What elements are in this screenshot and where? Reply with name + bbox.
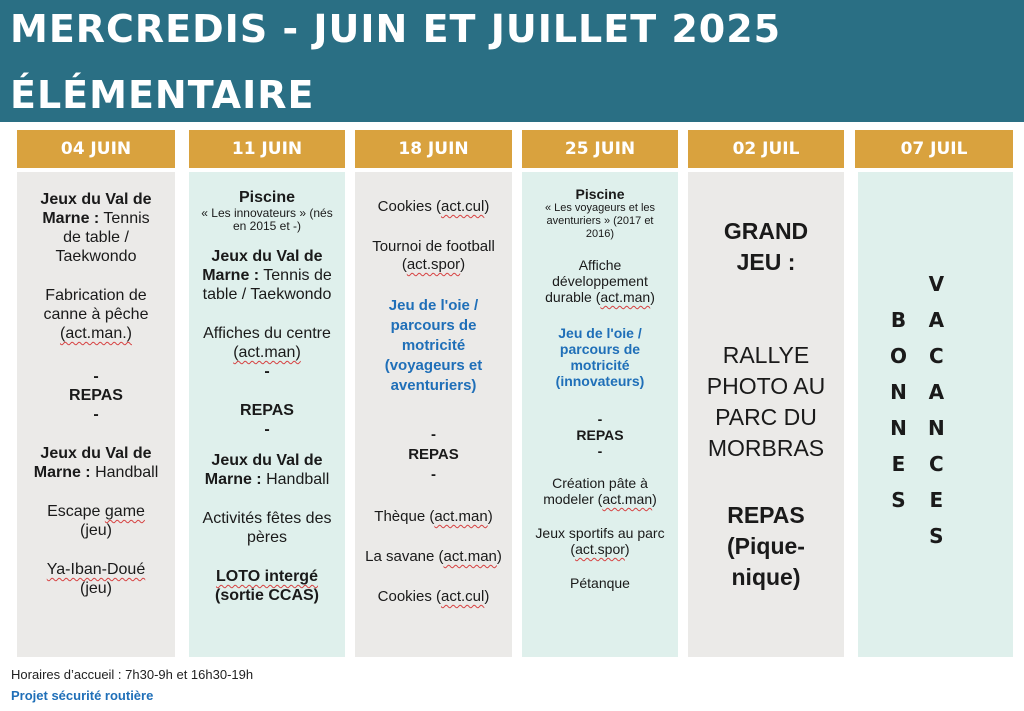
- text-run: act.cul: [441, 588, 485, 605]
- vacances-word-1: [890, 308, 907, 524]
- text-run: RALLYE PHOTO AU PARC DU MORBRAS: [706, 342, 826, 461]
- activity-item: [33, 560, 159, 598]
- text-run: (jeu): [79, 580, 112, 597]
- text-run: Cookies (: [377, 198, 441, 215]
- activity-item: [702, 500, 830, 593]
- vacances-letter: S: [891, 488, 906, 512]
- text-run: La savane (: [365, 548, 444, 565]
- text-run: (act.man.): [59, 325, 132, 342]
- text-run: Escape: [47, 503, 105, 520]
- text-run: Jeu de l'oie / parcours de motricité (voyageurs et aventuriers): [384, 297, 483, 394]
- day-header-6: 07 JUIL: [855, 130, 1013, 168]
- page-title: MERCREDIS - JUIN ET JUILLET 2025: [10, 7, 782, 51]
- text-run: Handball: [90, 464, 159, 481]
- text-run: (sortie CCAS): [214, 587, 319, 604]
- activity-item: [33, 286, 159, 343]
- activity-item: [33, 444, 159, 482]
- day-header-3: 18 JUIN: [355, 130, 512, 168]
- text-run: Jeux du Val de Marne :: [33, 445, 152, 481]
- activity-item: [534, 443, 666, 459]
- text-run: Handball: [261, 471, 330, 488]
- text-run: Tennis de table / Taekwondo: [55, 210, 150, 265]
- vacances-letter: S: [929, 524, 944, 548]
- activity-item: [201, 207, 333, 233]
- activity-item: [365, 296, 502, 396]
- text-run: REPAS: [576, 427, 624, 443]
- day-column-2: [189, 172, 345, 657]
- activity-item: [201, 324, 333, 362]
- activity-item: [702, 216, 830, 278]
- activity-item: [33, 502, 159, 540]
- text-run: ): [484, 588, 490, 605]
- text-run: Création pâte à modeler (: [543, 475, 648, 507]
- text-run: « Les voyageurs et les aventuriers » (2017 et 2016): [544, 202, 656, 240]
- text-run: act.man: [600, 289, 651, 305]
- activity-item: [534, 202, 666, 241]
- activity-item: [534, 525, 666, 557]
- text-run: Pétanque: [570, 575, 630, 591]
- text-run: Affiche développement durable (: [545, 257, 648, 305]
- activity-item: [201, 362, 333, 381]
- text-run: -: [264, 421, 270, 438]
- text-run: act.cul: [441, 198, 485, 215]
- text-run: GRAND JEU :: [723, 218, 809, 275]
- text-run: act.man: [434, 508, 488, 525]
- text-run: LOTO intergé: [216, 568, 318, 585]
- day-column-6: [858, 172, 1013, 657]
- activity-item: [365, 238, 502, 274]
- text-run: -: [93, 406, 99, 423]
- activity-item: [201, 188, 333, 207]
- day-header-1: 04 JUIN: [17, 130, 175, 168]
- vacances-letter: N: [890, 380, 907, 404]
- text-run: Jeux sportifs au parc (: [535, 525, 665, 557]
- vacances-letter: V: [928, 272, 945, 296]
- activity-item: [201, 401, 333, 420]
- text-run: Thèque (: [374, 508, 435, 525]
- text-run: -: [597, 411, 603, 427]
- text-run: ): [460, 256, 466, 273]
- text-run: REPAS: [69, 387, 123, 404]
- activity-item: [201, 247, 333, 304]
- vacances-letter: E: [891, 452, 906, 476]
- text-run: « Les innovateurs » (nés en 2015 et -): [201, 206, 333, 233]
- activity-item: [201, 451, 333, 489]
- day-column-1: [17, 172, 175, 657]
- vacances-word-2: [928, 272, 945, 560]
- activity-item: [702, 340, 830, 464]
- text-run: ): [484, 198, 490, 215]
- vacances-letter: C: [929, 344, 944, 368]
- activity-item: [534, 475, 666, 507]
- text-run: game: [104, 503, 145, 520]
- day-column-4: [522, 172, 678, 657]
- text-run: -: [597, 443, 603, 459]
- day-column-3: [355, 172, 512, 657]
- activity-item: [534, 186, 666, 202]
- text-run: act.spor: [406, 256, 461, 273]
- text-run: -: [431, 426, 436, 443]
- activity-item: [534, 411, 666, 427]
- activity-item: [365, 198, 502, 216]
- vacances-letter: A: [928, 380, 945, 404]
- text-run: (act.man): [233, 344, 301, 361]
- footer-hours: Horaires d’accueil : 7h30-9h et 16h30-19h: [11, 667, 254, 682]
- text-run: act.spor: [575, 541, 625, 557]
- footer-project-link[interactable]: Projet sécurité routière: [11, 688, 154, 703]
- text-run: Jeux du Val de Marne :: [40, 191, 152, 227]
- text-run: (jeu): [79, 522, 112, 539]
- text-run: ): [650, 289, 655, 305]
- activity-item: [365, 588, 502, 606]
- header-banner: [0, 0, 1024, 122]
- vacances-letter: B: [890, 308, 907, 332]
- activity-item: [33, 386, 159, 405]
- day-header-5: 02 JUIL: [688, 130, 844, 168]
- activity-item: [33, 190, 159, 266]
- day-header-2: 11 JUIN: [189, 130, 345, 168]
- text-run: ): [652, 491, 657, 507]
- activity-item: [365, 446, 502, 464]
- day-column-5: [688, 172, 844, 657]
- text-run: Activités fêtes des pères: [202, 510, 332, 546]
- vacances-letter: E: [929, 488, 944, 512]
- text-run: ): [624, 541, 630, 557]
- text-run: Tournoi de football (: [372, 238, 495, 273]
- text-run: -: [264, 363, 270, 380]
- text-run: -: [93, 368, 99, 385]
- activity-item: [201, 567, 333, 605]
- vacances-letter: N: [890, 416, 907, 440]
- activity-item: [201, 509, 333, 547]
- text-run: Piscine: [238, 189, 296, 206]
- page-subtitle: ÉLÉMENTAIRE: [10, 73, 315, 117]
- text-run: -: [431, 466, 436, 483]
- text-run: Cookies (: [377, 588, 441, 605]
- activity-item: [534, 575, 666, 591]
- activity-item: [365, 508, 502, 526]
- text-run: Jeux du Val de Marne :: [204, 452, 323, 488]
- activity-item: [33, 405, 159, 424]
- text-run: act.man: [602, 491, 653, 507]
- activity-item: [33, 367, 159, 386]
- vacances-letter: A: [928, 308, 945, 332]
- activity-item: [534, 257, 666, 305]
- text-run: Affiches du centre: [203, 325, 331, 342]
- text-run: REPAS (Pique-nique): [727, 502, 805, 590]
- text-run: Fabrication de canne à pêche: [43, 287, 149, 323]
- activity-item: [534, 427, 666, 443]
- activity-item: [534, 325, 666, 389]
- activity-item: [365, 548, 502, 566]
- text-run: Jeux du Val de Marne :: [202, 248, 323, 284]
- activity-item: [365, 466, 502, 484]
- text-run: Tennis de table / Taekwondo: [202, 267, 332, 303]
- text-run: Ya-Iban-Doué: [46, 561, 146, 578]
- text-run: REPAS: [240, 402, 294, 419]
- text-run: ): [496, 548, 502, 565]
- activity-item: [365, 426, 502, 444]
- text-run: Piscine: [575, 186, 625, 202]
- vacances-letter: C: [929, 452, 944, 476]
- vacances-letter: N: [928, 416, 945, 440]
- text-run: REPAS: [408, 446, 459, 463]
- text-run: ): [487, 508, 493, 525]
- text-run: Jeu de l'oie / parcours de motricité (innovateurs): [555, 325, 645, 389]
- text-run: act.man: [443, 548, 497, 565]
- day-header-4: 25 JUIN: [522, 130, 678, 168]
- activity-item: [201, 420, 333, 439]
- vacances-letter: O: [890, 344, 908, 368]
